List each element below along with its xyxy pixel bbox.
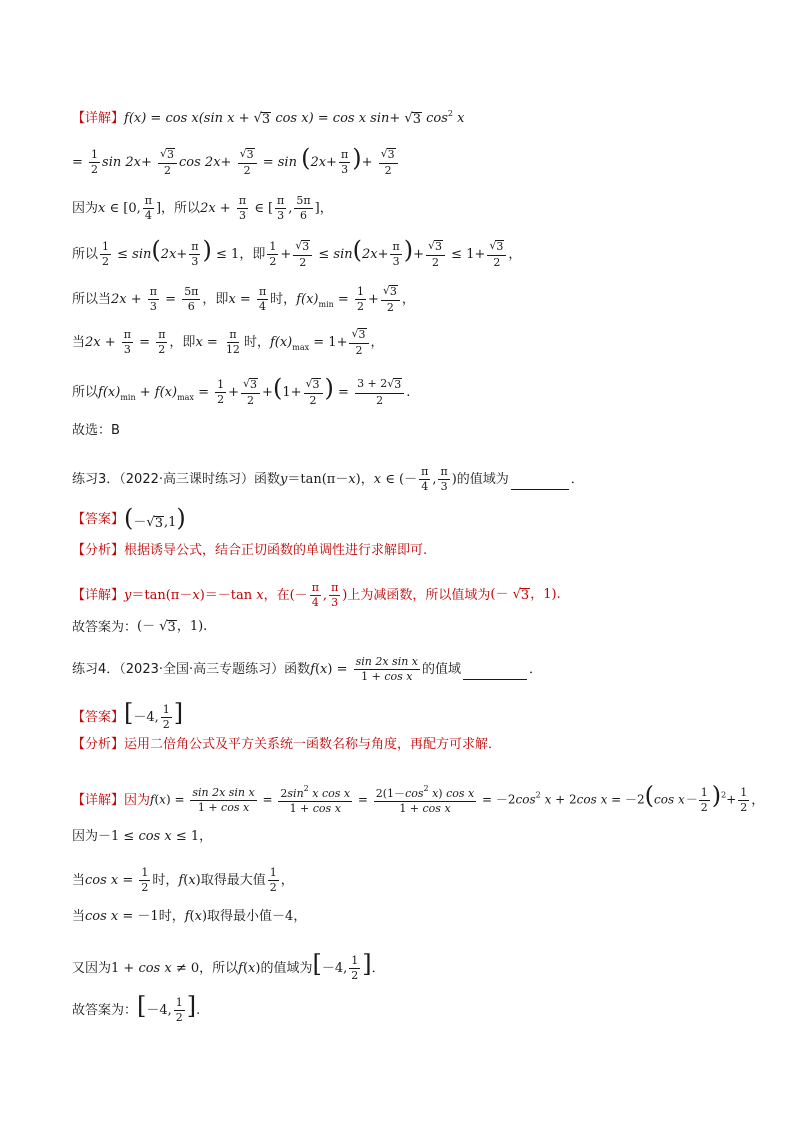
detail-line-2	[72, 144, 732, 177]
exercise-4-detail-line	[72, 781, 765, 816]
detail-line-1	[72, 110, 732, 128]
text-ex4-suoyi: ，所以	[199, 960, 239, 976]
formula-cos-half: cos x = $\frac{1}{2}$	[85, 866, 149, 895]
formula-ex3-interval: (－ $\frac{\pi}{4}$ , $\frac{\pi}{3}$ )	[289, 581, 348, 610]
answer-blank	[511, 488, 569, 490]
detail-line-6	[72, 328, 732, 357]
text-ex4-min: 取得最小值	[207, 909, 273, 924]
formula-fx-2: f(x)	[184, 909, 208, 924]
formula-ineq-1: $\frac{1}{2}$ ≤ sin(2x+ $\frac{\pi}{3}$ ) ≤ 1	[102, 236, 240, 269]
text-shi-2: 时，	[243, 334, 270, 350]
text-gu-answer: 故答案为：	[72, 620, 138, 636]
text-comma-3: ，	[401, 291, 415, 307]
exercise-4-final-line: 故答案为： [－4, $\frac{1}{2}$ ] .	[72, 992, 201, 1024]
text-ji: ，即	[239, 246, 266, 262]
exercise-4-mid: 的值域	[422, 662, 462, 678]
text-ex4-dang-1: 当	[72, 873, 86, 889]
text-ex4-de: 的值域为	[260, 960, 313, 976]
text-ji-3: ，即	[169, 334, 196, 350]
text-comma-8: ，	[280, 873, 294, 889]
formula-sum: $f(x)_{min} + f(x)_{max}$ = $\frac{1}{2}$ + √ 3 2 +(1+ √ 3 2 ) = 3 + 2 √ 3 2	[98, 378, 406, 407]
formula-ex3-function: y＝tan(π－x)	[280, 472, 361, 488]
exercise-3-prefix: 练习3．（2022·高三课时练习）函数	[72, 472, 280, 488]
text-ex4-yinwei: 因为	[124, 792, 151, 808]
formula-range-angle: 2x + $\frac{\pi}{3}$ ∈ [ $\frac{\pi}{3}$ , $\frac{5\pi}{6}$ ]	[200, 194, 320, 223]
analysis-label-2: 【分析】	[72, 737, 125, 752]
exercise-3-answer-line	[72, 504, 732, 532]
text-comma-6: ，	[751, 792, 765, 808]
exercise-4-end: ．	[529, 662, 543, 678]
formula-ex4-detail: f(x) = $\frac{\text{sin 2x sin x}}{\text{1 + cos x}}$ = $\frac{2\sin^2 x \cos x}{\text{1 + cos x}}$ = $\frac{2(1-\cos^2 x) \cos x}{\text{1 + cos x}}$ = $-2\cos^2$ x + 2cos x = －2(cos x－ $\frac{1}{2}$ )$^2$+ $\frac{1}{2}$	[150, 781, 748, 816]
text-ex4-shi-1: 时，	[152, 873, 179, 889]
formula-min-value: $f(x)_{min}$ = $\frac{1}{2}$ + √ 3 2	[296, 285, 402, 314]
text-ex4-max: 取得最大值	[200, 873, 266, 889]
detail-line-3	[72, 195, 732, 222]
formula-ex3-range: (－ √ 3 ，1).	[490, 586, 561, 603]
formula-ex4-answer: [－4, $\frac{1}{2}$ ]	[124, 699, 184, 731]
exercise-4-line-2	[72, 830, 732, 843]
text-suoyi-3: 所以	[72, 384, 99, 400]
formula-ex3-final: (－ √ 3 ，1).	[137, 619, 208, 635]
text-comma-9: ，	[293, 909, 307, 924]
formula-cos-bound: －1 ≤ cos x ≤ 1	[98, 829, 200, 844]
exercise-4-line-4	[72, 910, 732, 923]
detail-label-2: 【详解】	[72, 588, 125, 604]
formula-max-x: x = $\frac{\pi}{12}$	[195, 327, 240, 356]
formula-fx-1: f(x)	[178, 873, 201, 889]
analysis-label: 【分析】	[72, 543, 125, 558]
formula-max-angle: 2x + $\frac{\pi}{3}$ = $\frac{\pi}{2}$	[85, 327, 166, 356]
text-zai: ，在	[263, 588, 290, 604]
exercise-4-line-3	[72, 867, 732, 894]
exercise-3-detail-line	[72, 582, 732, 609]
exercise-3-final-line	[72, 620, 732, 636]
text-ex4-you: 又因为	[72, 960, 112, 976]
answer-label: 【答案】	[72, 512, 125, 528]
text-shang: 上为减函数，所以值域为	[347, 588, 491, 604]
text-comma-5: ，	[360, 472, 374, 488]
text-ji-2: ，即	[202, 291, 229, 307]
exercise-4-analysis: 运用二倍角公式及平方关系统一函数名称与角度，再配方可求解．	[124, 737, 502, 752]
detail-line-7: 所以 $f(x)_{min} + f(x)_{max}$ = $\frac{1}{2}$ + √ 3 2 +(1+ √ 3 2 ) = 3 + 2 √ 3 2 .	[72, 374, 411, 407]
formula-fx-3: f(x)	[238, 960, 261, 976]
exercise-4-line	[72, 656, 732, 683]
formula-nonzero: 1 + cos x ≠ 0	[111, 960, 200, 976]
formula-cos-neg1: cos x = －1	[85, 909, 159, 924]
formula-ex3-detail: y＝tan(π－x)＝－tan x	[124, 588, 264, 604]
text-suoyidang: 所以当	[72, 291, 112, 307]
text-dang: 当	[72, 334, 86, 350]
text-suoyi-2: 所以	[72, 246, 99, 262]
formula-ex4-range: [－4, $\frac{1}{2}$ ]	[312, 950, 372, 982]
formula-min-x: x = $\frac{\pi}{4}$	[228, 284, 267, 313]
formula-ex3-domain: x ∈ (－ $\frac{\pi}{4}$ , $\frac{\pi}{3}$ )	[373, 465, 457, 494]
formula-simplify: = $\frac{1}{2}$ sin 2x+ √ 3 2 cos 2x+ √ 3 2 = sin (2x+ $\frac{\pi}{3}$ )+ √ 3 2	[72, 148, 400, 177]
formula-ex4-final: [－4, $\frac{1}{2}$ ]	[137, 992, 197, 1024]
text-shi: 时，	[270, 291, 297, 307]
exercise-3-line	[72, 466, 732, 493]
formula-max-half: $\frac{1}{2}$	[269, 866, 277, 895]
answer-choice-line	[72, 424, 732, 437]
text-ex4-yinwei-2: 因为	[72, 829, 99, 844]
formula-min-angle: 2x + $\frac{\pi}{3}$ = $\frac{5\pi}{6}$	[111, 284, 199, 313]
exercise-4-answer-line	[72, 699, 732, 731]
formula-domain: x ∈ [0, $\frac{\pi}{4}$ ]	[98, 194, 162, 223]
answer-label-2: 【答案】	[72, 709, 125, 725]
exercise-3-end: ．	[570, 472, 584, 488]
text-yinwei: 因为	[72, 201, 99, 217]
exercise-3-mid: 的值域为	[456, 472, 509, 488]
exercise-3-analysis: 根据诱导公式，结合正切函数的单调性进行求解即可.	[124, 543, 428, 558]
detail-line-5	[72, 285, 732, 314]
formula-f-expansion: f(x) = cos x(sin x + √ 3 cos x) = cos x sin+ √ 3 $\cos^2 x$	[124, 109, 465, 127]
text-comma-2: ，	[508, 246, 522, 262]
detail-label: 【详解】	[72, 111, 125, 127]
text-suoyi: ，所以	[161, 201, 201, 217]
formula-ex4-function: f(x) = $\frac{\text{sin 2x sin x}}{\text{1 + cos x}}$	[310, 655, 418, 684]
text-gu-xuan: 故选：B	[72, 423, 120, 438]
formula-ineq-2: $\frac{1}{2}$ + √ 3 2 ≤ sin(2x+ $\frac{\pi}{3}$ )+ √ 3 2 ≤ 1+ √ 3 2	[265, 240, 508, 269]
formula-min-neg4: －4	[272, 909, 294, 924]
detail-label-3: 【详解】	[72, 792, 125, 808]
text-ex4-dang-2: 当	[72, 909, 86, 924]
detail-line-4	[72, 236, 732, 269]
text-ex4-shi-2: 时，	[158, 909, 185, 924]
exercise-4-prefix: 练习4．（2023·全国·高三专题练习）函数	[72, 662, 311, 678]
answer-blank-2	[463, 678, 527, 680]
text-ex4-gu: 故答案为：	[72, 1002, 138, 1018]
text-comma-7: ，	[199, 829, 213, 844]
text-comma: ，	[319, 201, 333, 217]
text-comma-4: ，	[370, 334, 384, 350]
exercise-3-analysis-line	[72, 544, 732, 557]
exercise-4-analysis-line	[72, 738, 732, 751]
formula-max-value: $f(x)_{max} = 1+$ √ 3 2	[270, 328, 371, 357]
exercise-4-line-5: 又因为 1 + cos x ≠ 0 ，所以 f(x) 的值域为 [－4, $\frac{1}{2}$ ] ．	[72, 950, 385, 982]
formula-ex3-answer: (－ √ 3 ,1)	[124, 504, 186, 532]
